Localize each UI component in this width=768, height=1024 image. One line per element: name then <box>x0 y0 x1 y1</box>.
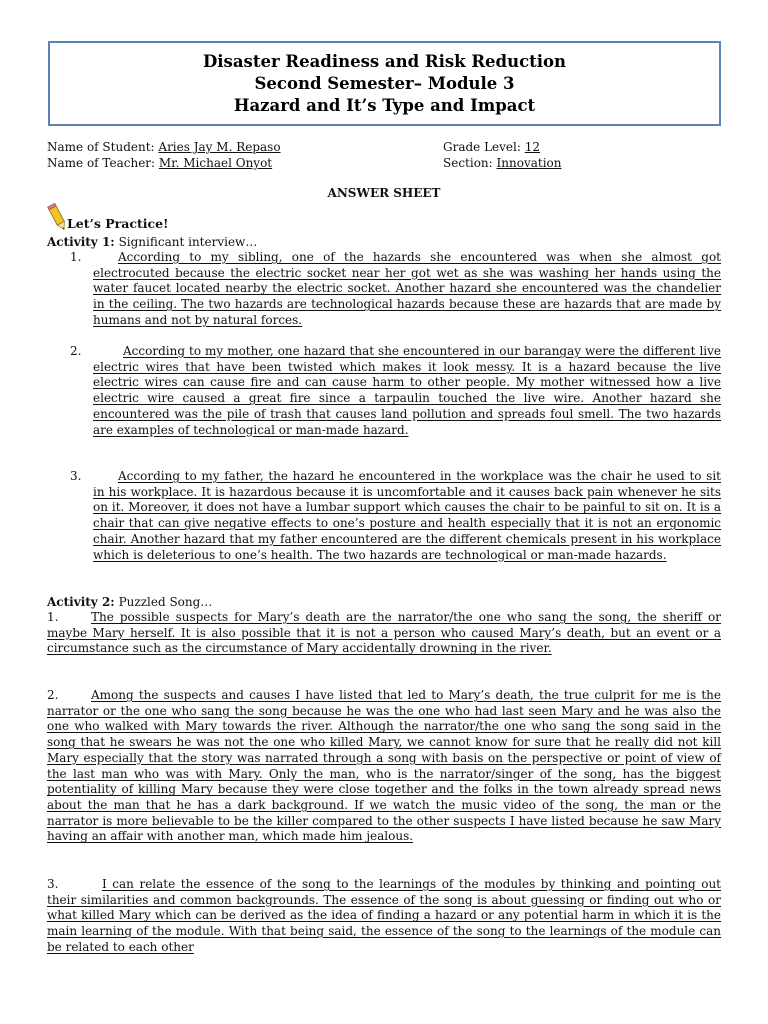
activity1-item3-text: According to my father, the hazard he encountered in the workplace was the chair he used to sit in his workplace. It is hazardous because it is uncomfortable and it causes back pain whenever he sits on it. Moreover, it does not have a lumbar support which causes the chair to be painful to sit on. It is a chair that can give negative effects to one’s posture and health especially that it is not an ergonomic chair. Another hazard that my father encountered are the different chemicals present in his workplace which is deleterious to one’s health. The two hazards are technological or man-made hazards. <box>93 469 721 562</box>
lets-practice-label: Let’s Practice! <box>67 216 169 231</box>
section-row <box>443 155 562 171</box>
activity1-item2-number: 2. <box>70 344 82 358</box>
answer-sheet-title: ANSWER SHEET <box>327 186 441 200</box>
activity2-item1-text: The possible suspects for Mary’s death are the narrator/the one who sang the song, the sheriff or maybe Mary herself. It is also possible that it is not a person who caused Mary’s death, but an event or a circumstance such as the circumstance of Mary accidentally drowning in the river. <box>47 610 721 656</box>
activity1-title: Significant interview… <box>118 235 258 249</box>
activity2-item2-text: Among the suspects and causes I have listed that led to Mary’s death, the true culprit for me is the narrator or the one who sang the song because he was the one who had last seen Mary and he was also the one who walked with Mary towards the river. Although the narrator/the one who sang the song said in the song that he swears he was not the one who killed Mary, we cannot know for sure that he really did not kill Mary especially that the story was narrated through a song with basis on the perspective or point of view of the last man who was with Mary. Only the man, who is the narrator/singer of the song, has the biggest potentiality of killing Mary because they were close together and the folks in the town already spread news about the man that he has a dark background. If we watch the music video of the song, the man or the narrator is more believable to be the killer compared to the other suspects I have listed because he saw Mary having an affair with another man, which made him jealous. <box>47 688 721 844</box>
teacher-name-value: Mr. Michael Onyot <box>158 156 273 170</box>
activity1-item1-number: 1. <box>70 250 82 264</box>
pencil-icon <box>47 203 69 233</box>
student-name-row <box>47 139 281 155</box>
activity2-item1-number: 1. <box>47 610 59 624</box>
section-label: Section: <box>443 156 493 170</box>
activity2-item3-text: I can relate the essence of the song to the learnings of the modules by thinking and pointing out their similarities and common backgrounds. The essence of the song is about guessing or finding out who or what killed Mary which can be derived as the idea of finding a hazard or any potential harm in which it is the main learning of the module. With that being said, the essence of the song to the learnings of the module can be related to each other <box>47 877 721 954</box>
student-name-label: Name of Student: <box>47 140 155 154</box>
activity1-label: Activity 1: <box>47 235 115 249</box>
activity1-item2-text: According to my mother, one hazard that she encountered in our barangay were the different live electric wires that have been twisted which makes it look messy. It is a hazard because the live electric wires can cause fire and can cause harm to other people. My mother witnessed how a live electric wire caused a great fire since a tarpaulin touched the live wire. Another hazard she encountered was the pile of trash that causes land pollution and spreads foul smell. The two hazards are examples of technological or man-made hazard. <box>93 344 721 437</box>
activity2-label: Activity 2: <box>47 595 115 609</box>
grade-level-row <box>443 139 540 155</box>
teacher-name-row <box>47 155 272 171</box>
semester-module-title: Second Semester– Module 3 <box>254 74 515 93</box>
teacher-name-label: Name of Teacher: <box>47 156 156 170</box>
subject-title: Disaster Readiness and Risk Reduction <box>202 52 567 71</box>
activity2-item2-number: 2. <box>47 688 59 702</box>
section-value: Innovation <box>496 156 562 170</box>
activity2-item3-number: 3. <box>47 877 59 891</box>
grade-level-value: 12 <box>524 140 541 154</box>
activity1-item3-number: 3. <box>70 469 82 483</box>
activity1-heading <box>47 234 257 250</box>
activity2-title: Puzzled Song… <box>118 595 213 609</box>
activity2-heading <box>47 594 212 610</box>
grade-level-label: Grade Level: <box>443 140 521 154</box>
activity1-item1-text: According to my sibling, one of the hazards she encountered was when she almost got electrocuted because the electric socket near her got wet as she was washing her hands using the water faucet located nearby the electric socket. Another hazard she encountered was the chandelier in the ceiling. The two hazards are technological hazards because these are hazards that are made by humans and not by natural forces. <box>93 250 721 327</box>
module-topic-title: Hazard and It’s Type and Impact <box>233 96 536 115</box>
title-box <box>48 41 721 126</box>
student-name-value: Aries Jay M. Repaso <box>158 140 281 154</box>
